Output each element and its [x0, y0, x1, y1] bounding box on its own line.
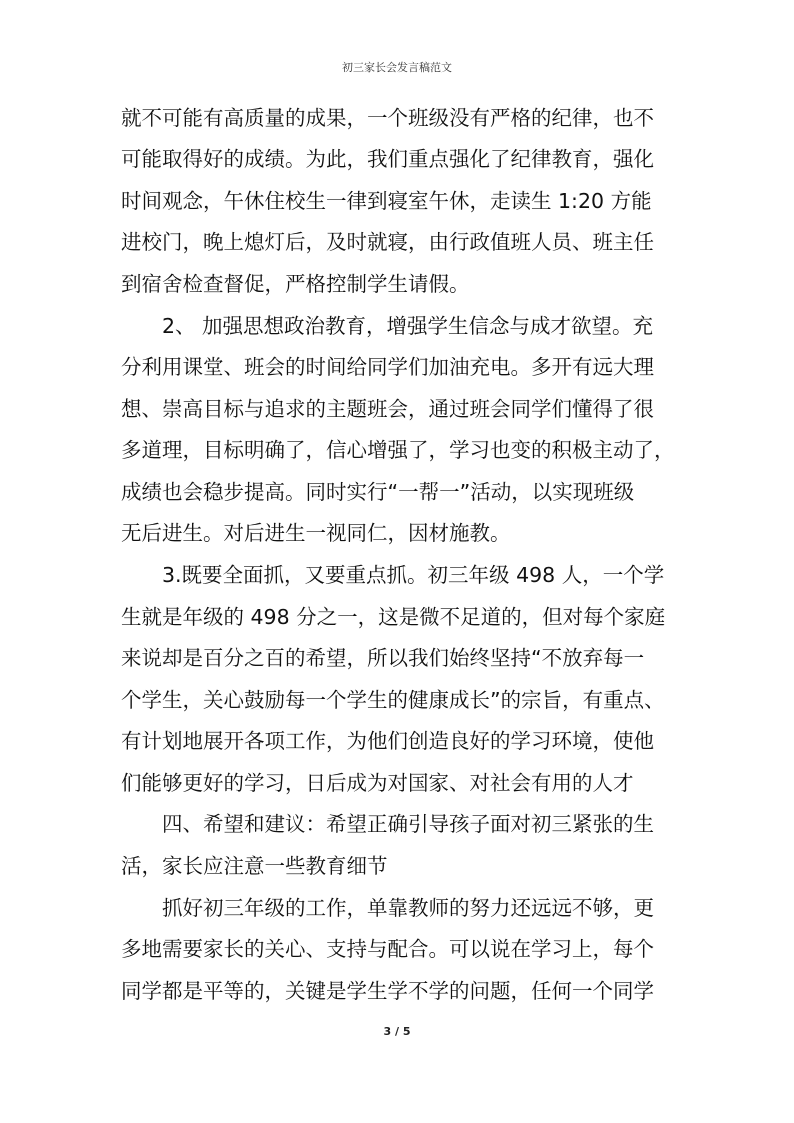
text-line: 个学生，关心鼓励每一个学生的健康成长”的宗旨，有重点、: [121, 688, 665, 712]
text-line: 3.既要全面抓，又要重点抓。初三年级 498 人，一个学: [162, 563, 665, 587]
text-line: 进校门，晚上熄灯后，及时就寝，由行政值班人员、班主任: [121, 230, 654, 254]
text-line: 四、希望和建议：希望正确引导孩子面对初三紧张的生: [162, 812, 654, 836]
text-line: 有计划地展开各项工作，为他们创造良好的学习环境，使他: [121, 729, 654, 753]
text-line: 2、 加强思想政治教育，增强学生信念与成才欲望。充: [162, 314, 654, 338]
page-header-title: 初三家长会发言稿范文: [342, 61, 452, 74]
text-line: 分利用课堂、班会的时间给同学们加油充电。多开有远大理: [121, 355, 654, 379]
text-line: 到宿舍检查督促，严格控制学生请假。: [121, 272, 470, 296]
text-line: 抓好初三年级的工作，单靠教师的努力还远远不够，更: [162, 896, 654, 920]
text-line: 们能够更好的学习，日后成为对国家、对社会有用的人才: [121, 771, 634, 795]
text-line: 就不可能有高质量的成果，一个班级没有严格的纪律，也不: [121, 106, 654, 130]
text-line: 无后进生。对后进生一视同仁，因材施教。: [121, 521, 511, 545]
text-line: 来说却是百分之百的希望，所以我们始终坚持“不放弃每一: [121, 646, 645, 670]
text-line: 多道理，目标明确了，信心增强了，学习也变的积极主动了，: [121, 438, 675, 462]
page-number: 3 / 5: [383, 1025, 411, 1038]
text-line: 成绩也会稳步提高。同时实行“一帮一”活动，以实现班级: [121, 480, 635, 504]
text-line: 活，家长应注意一些教育细节: [121, 854, 388, 878]
text-line: 同学都是平等的，关键是学生学不学的问题，任何一个同学: [121, 979, 654, 1003]
text-line: 可能取得好的成绩。为此，我们重点强化了纪律教育，强化: [121, 147, 654, 171]
text-line: 时间观念，午休住校生一律到寝室午休，走读生 1:20 方能: [121, 189, 652, 213]
text-line: 生就是年级的 498 分之一，这是微不足道的，但对每个家庭: [121, 605, 666, 629]
text-line: 想、崇高目标与追求的主题班会，通过班会同学们懂得了很: [121, 397, 654, 421]
text-line: 多地需要家长的关心、支持与配合。可以说在学习上，每个: [121, 937, 654, 961]
